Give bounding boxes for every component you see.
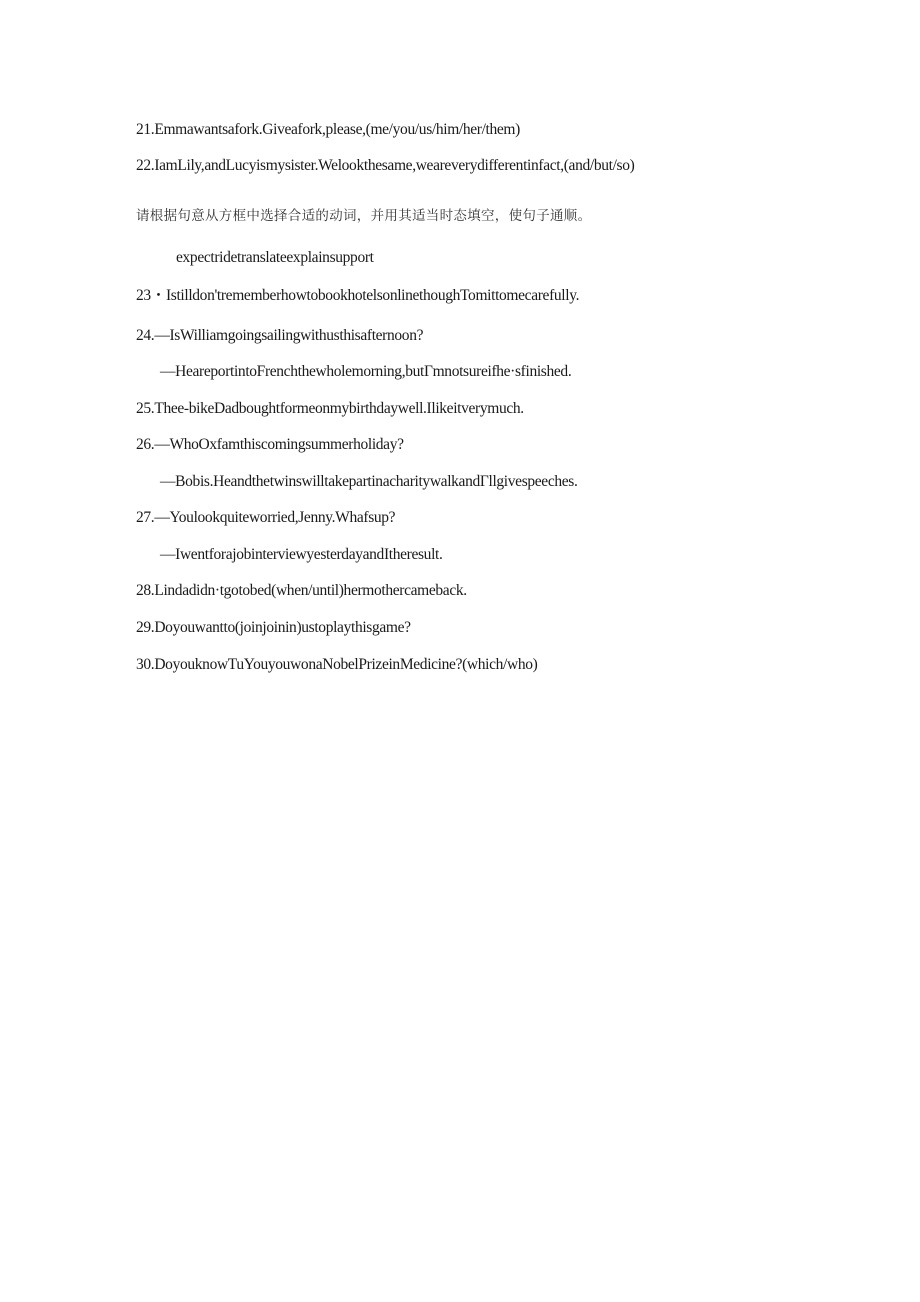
question-28: 28.Lindadidn·tgotobed(when/until)hermothercameback. [136,582,467,599]
question-29: 29.Doyouwantto(joinjoinin)ustoplaythisgame? [136,619,411,636]
question-24-answer: —HeareportintoFrenchthewholemorning,butΓmnotsureifhe·sfinished. [160,363,572,380]
question-30: 30.DoyouknowTuYouyouwonaNobelPrizeinMedicine?(which/who) [136,656,538,673]
section-instruction: 请根据句意从方框中选择合适的动词，并用其适当时态填空，使句子通顺。 [136,208,592,224]
question-26-answer: —Bobis.HeandthetwinswilltakepartinacharitywalkandΓllgivespeeches. [160,473,578,490]
question-23: 23・Istilldon'trememberhowtobookhotelsonlinethoughTomittomecarefully. [136,287,580,304]
question-26: 26.—WhoOxfamthiscomingsummerholiday? [136,436,404,453]
word-box: expectridetranslateexplainsupport [176,249,374,266]
question-24: 24.—IsWilliamgoingsailingwithusthisafternoon? [136,327,424,344]
question-21: 21.Emmawantsafork.Giveafork,please,(me/you/us/him/her/them) [136,121,520,138]
question-27: 27.—Youlookquiteworried,Jenny.Whafsup? [136,509,396,526]
question-22: 22.IamLily,andLucyismysister.Welookthesame,weareverydifferentinfact,(and/but/so) [136,157,635,174]
question-25: 25.Thee-bikeDadboughtformeonmybirthdaywell.Ilikeitverymuch. [136,400,524,417]
question-27-answer: —IwentforajobinterviewyesterdayandItheresult. [160,546,443,563]
